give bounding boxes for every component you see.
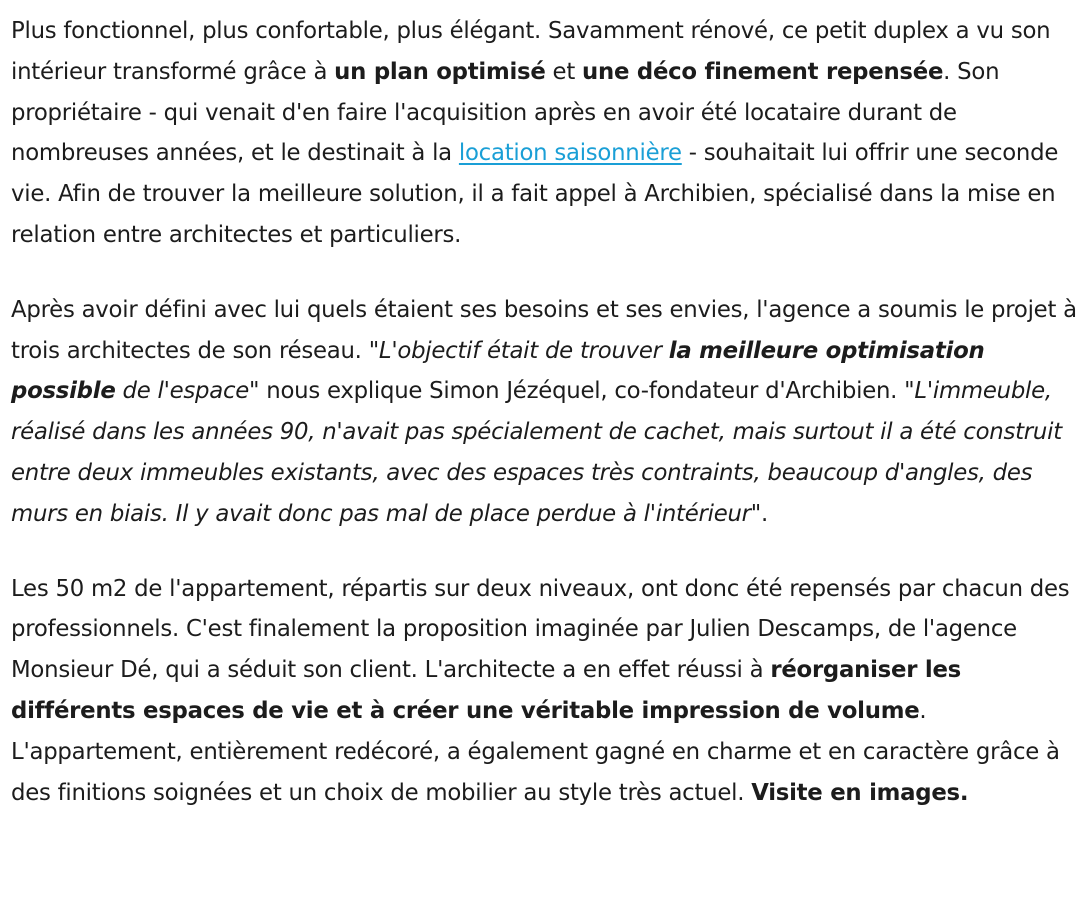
visite-en-images: Visite en images. xyxy=(751,779,969,806)
result-text-2: . L'appartement, entièrement redécoré, a également gagné en charme et en caractère grâce à des finitions soignées et un choix de mobilier au style très actuel. xyxy=(11,697,1060,806)
quote-objective-bold: la meilleure optimisation possible xyxy=(11,337,985,405)
intro-text-3: . Son propriétaire - qui venait d'en faire l'acquisition après en avoir été locataire durant de nombreuses années, et le destinait à la xyxy=(11,58,1000,167)
result-text-1: Les 50 m2 de l'appartement, répartis sur deux niveaux, ont donc été repensés par chacun des professionnels. C'est finalement la proposition imaginée par Julien Descamps, de l'agence Monsieur Dé, qui a séduit son client. L'architecte a en effet réussi à xyxy=(11,575,1070,684)
project-text-1: Après avoir défini avec lui quels étaient ses besoins et ses envies, l'agence a soumis le projet à trois architectes de son réseau. xyxy=(11,296,1077,364)
project-text-2: nous explique Simon Jézéquel, co-fondateur d'Archibien. xyxy=(259,378,905,405)
project-text-3: . xyxy=(761,500,769,527)
quote-objective-start: "L'objectif était de trouver xyxy=(368,337,669,364)
paragraph-intro xyxy=(11,11,1085,256)
paragraph-project xyxy=(11,290,1085,535)
article-body xyxy=(11,11,1085,847)
intro-text-2: et xyxy=(545,58,583,85)
intro-bold-deco: une déco finement repensée xyxy=(582,58,944,85)
intro-text-4: - souhaitait lui offrir une seconde vie. Afin de trouver la meilleure solution, il a fait appel à Archibien, spécialisé dans la mise en relation entre architectes et particuliers. xyxy=(11,140,1059,248)
quote-building: "L'immeuble, réalisé dans les années 90, n'avait pas spécialement de cachet, mais surtout il a été construit entre deux immeubles existants, avec des espaces très contraints, beaucoup d'angles, des murs en biais. Il y avait donc pas mal de place perdue à l'intérieur" xyxy=(11,378,1062,527)
quote-objective-end: de l'espace" xyxy=(115,378,260,405)
intro-text-1: Plus fonctionnel, plus confortable, plus élégant. Savamment rénové, ce petit duplex a vu son intérieur transformé grâce à xyxy=(11,18,1051,85)
intro-bold-plan: un plan optimisé xyxy=(334,58,546,85)
location-saisonniere-link[interactable]: location saisonnière xyxy=(458,140,682,167)
paragraph-result xyxy=(11,569,1085,814)
result-bold-reorganise: réorganiser les différents espaces de vie et à créer une véritable impression de volume xyxy=(11,657,961,724)
